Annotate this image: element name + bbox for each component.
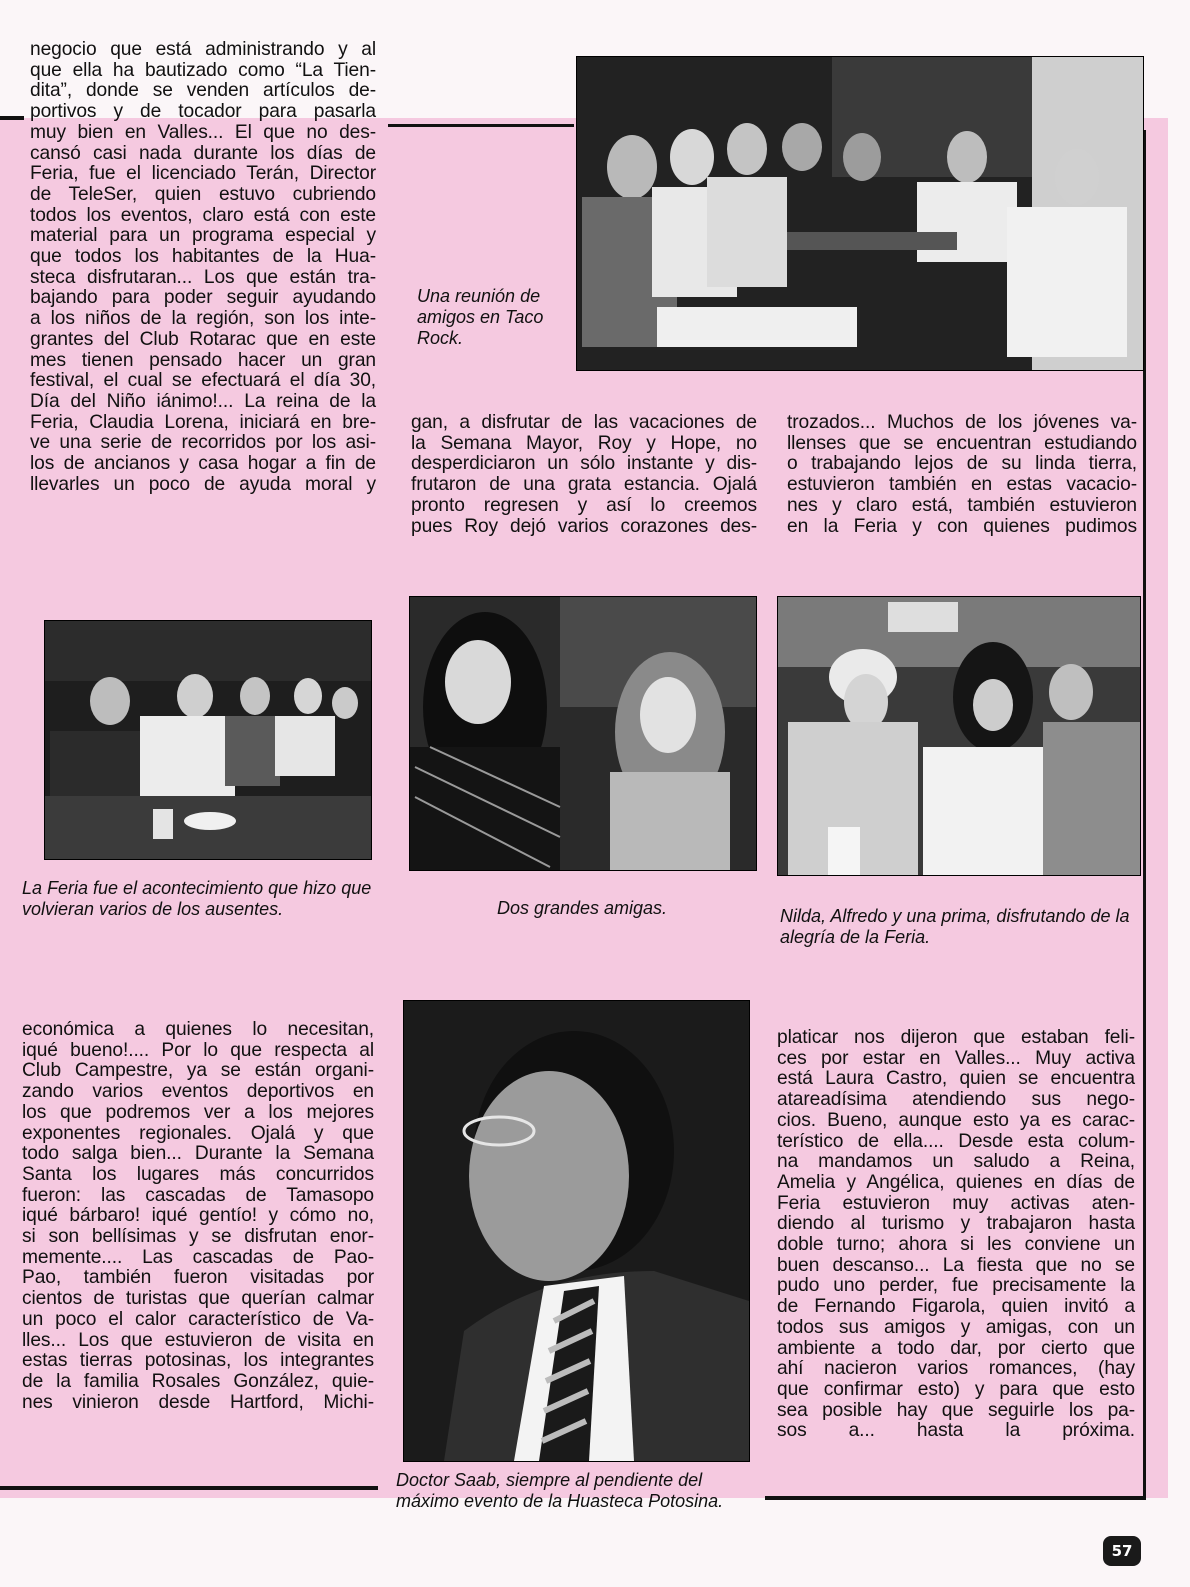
text-line: que todos los habitantes de la Hua- — [30, 246, 376, 268]
photo-feria-ausentes — [44, 620, 372, 860]
text-line: a los niños de la región, son los inte- — [30, 308, 376, 330]
rule-bottom-right — [765, 1496, 1146, 1500]
text-line: diendo al turismo y trabajaron hasta — [777, 1213, 1135, 1235]
text-line: la Semana Mayor, Roy y Hope, no — [411, 432, 757, 454]
text-line: Feria, Claudia Lorena, iniciará en bre- — [30, 411, 376, 433]
rule-left-top — [0, 116, 24, 120]
text-line: platicar nos dijeron que estaban feli- — [777, 1027, 1135, 1048]
text-line: zando varios eventos deportivos en — [22, 1081, 374, 1103]
photo-taco-rock-group — [576, 56, 1144, 371]
caption-dos-amigas: Dos grandes amigas. — [496, 898, 668, 918]
text-line: ambiente a todo dar, por cierto que — [777, 1337, 1135, 1359]
text-line: estuvieron también en estas vacacio- — [787, 474, 1137, 496]
text-line: dita”, donde se venden artículos de- — [30, 80, 376, 102]
page-number: 57 — [1103, 1536, 1141, 1566]
text-line: exponentes regionales. Ojalá y que — [22, 1122, 374, 1144]
text-line: Santa los lugares más concurridos — [22, 1163, 374, 1185]
text-line: los que podremos ver a los mejores — [22, 1101, 374, 1123]
text-line: los de ancianos y casa hogar a fin de — [30, 453, 376, 475]
article-column-bottom-right — [777, 1028, 1135, 1442]
text-line: negocio que está administrando y al — [30, 39, 376, 60]
text-line: en la Feria y con quienes pudimos — [787, 515, 1137, 537]
text-line: cientos de turistas que querían calmar — [22, 1288, 374, 1310]
text-line: fueron: las cascadas de Tamasopo — [22, 1184, 374, 1206]
text-line: Feria estuvieron muy activas aten- — [777, 1192, 1135, 1214]
text-line: económica a quienes lo necesitan, — [22, 1019, 374, 1040]
text-line: todos los eventos, claro está con este — [30, 204, 376, 226]
text-line: nes y claro está, también estuvieron — [787, 494, 1137, 516]
rule-bottom-left — [0, 1486, 378, 1490]
text-line: llenses que se encuentran estudiando — [787, 432, 1137, 454]
text-line: que confirmar esto) y para que esto — [777, 1378, 1135, 1400]
text-line: sea posible hay que seguirle los pa- — [777, 1399, 1135, 1421]
text-line: bajando para poder seguir ayudando — [30, 287, 376, 309]
photo-nilda-alfredo-prima — [777, 596, 1141, 876]
text-line: estas tierras potosinas, los integrantes — [22, 1350, 374, 1372]
text-line: atareadísima atendiendo sus nego- — [777, 1089, 1135, 1111]
text-line: de la familia Rosales González, quie- — [22, 1370, 374, 1392]
text-line: festival, el cual se efectuará el día 30, — [30, 370, 376, 392]
text-line: Pao, también fueron visitadas por — [22, 1267, 374, 1289]
text-line: terístico de ella.... Desde esta colum- — [777, 1130, 1135, 1152]
text-line: está Laura Castro, quien se encuentra — [777, 1068, 1135, 1090]
text-line: llevarles un poco de ayuda moral y — [30, 473, 376, 495]
text-line: todos sus amigos y amigas, con un — [777, 1316, 1135, 1338]
text-line: un poco el calor característico de Va- — [22, 1308, 374, 1330]
text-line: todo salga bien... Durante la Semana — [22, 1143, 374, 1165]
text-line: Amelia y Angélica, quienes en días de — [777, 1171, 1135, 1193]
text-line: que ella ha bautizado como “La Tien- — [30, 59, 376, 81]
text-line: de Fernando Figarola, quien invitó a — [777, 1296, 1135, 1318]
caption-taco-rock: Una reunión de amigos en Taco Rock. — [417, 286, 544, 348]
text-line: mes tienen pensado hacer un gran — [30, 349, 376, 371]
text-line: muy bien en Valles... El que no des- — [30, 121, 376, 143]
text-line: si son bellísimas y se disfrutan enor- — [22, 1226, 374, 1248]
text-line: buen descanso... La fiesta que no se — [777, 1254, 1135, 1276]
article-column-top-right — [787, 413, 1137, 537]
text-line: ve una serie de recorridos por los asi- — [30, 432, 376, 454]
text-line: Día del Niño iánimo!... La reina de la — [30, 390, 376, 412]
article-column-top-middle — [411, 413, 757, 537]
text-line: ces por estar en Valles... Muy activa — [777, 1047, 1135, 1069]
text-line: nes vinieron desde Hartford, Michi- — [22, 1391, 374, 1413]
text-line: Club Campestre, ya se están organi- — [22, 1060, 374, 1082]
text-line: pudo uno perder, fue precisamente la — [777, 1275, 1135, 1297]
text-line: material para un programa especial y — [30, 225, 376, 247]
photo-dos-amigas — [409, 596, 757, 871]
rule-mid-top — [388, 124, 574, 127]
text-line: de TeleSer, quien estuvo cubriendo — [30, 183, 376, 205]
text-line: memente.... Las cascadas de Pao- — [22, 1246, 374, 1268]
text-line: iqué bárbaro! iqué gentío! y cómo no, — [22, 1205, 374, 1227]
text-line: iqué bueno!.... Por lo que respecta al — [22, 1039, 374, 1061]
text-line: portivos y de tocador para pasarla — [30, 101, 376, 123]
photo-doctor-saab — [403, 1000, 750, 1462]
text-line: pronto regresen y así lo creemos — [411, 494, 757, 516]
caption-doctor-saab: Doctor Saab, siempre al pendiente del máximo evento de la Huasteca Potosina. — [396, 1470, 724, 1511]
article-column-bottom-left — [22, 1020, 374, 1413]
text-line: pues Roy dejó varios corazones des- — [411, 515, 757, 537]
text-line: frutaron de una grata estancia. Ojalá — [411, 474, 757, 496]
text-line: trozados... Muchos de los jóvenes va- — [787, 412, 1137, 433]
article-column-top-left — [30, 40, 376, 495]
text-line: steca disfrutaran... Los que están tra- — [30, 266, 376, 288]
text-line: lles... Los que estuvieron de visita en — [22, 1329, 374, 1351]
text-line: cansó casi nada durante los días de — [30, 142, 376, 164]
text-line: sos a... hasta la próxima. — [777, 1420, 1135, 1442]
text-line: ahí nacieron varios romances, (hay — [777, 1358, 1135, 1380]
text-line: Feria, fue el licenciado Terán, Director — [30, 163, 376, 185]
text-line: desperdiciaron un sólo instante y dis- — [411, 453, 757, 475]
text-line: na mandamos un saludo a Reina, — [777, 1151, 1135, 1173]
text-line: doble turno; ahora si les conviene un — [777, 1234, 1135, 1256]
text-line: grantes del Club Rotarac que en este — [30, 328, 376, 350]
caption-feria-ausentes: La Feria fue el acontecimiento que hizo que volvieran varios de los ausentes. — [22, 878, 372, 919]
caption-nilda-alfredo: Nilda, Alfredo y una prima, disfrutando de la alegría de la Feria. — [780, 906, 1130, 947]
text-line: cios. Bueno, aunque esto ya es carac- — [777, 1109, 1135, 1131]
text-line: gan, a disfrutar de las vacaciones de — [411, 412, 757, 433]
text-line: o trabajando lejos de su linda tierra, — [787, 453, 1137, 475]
